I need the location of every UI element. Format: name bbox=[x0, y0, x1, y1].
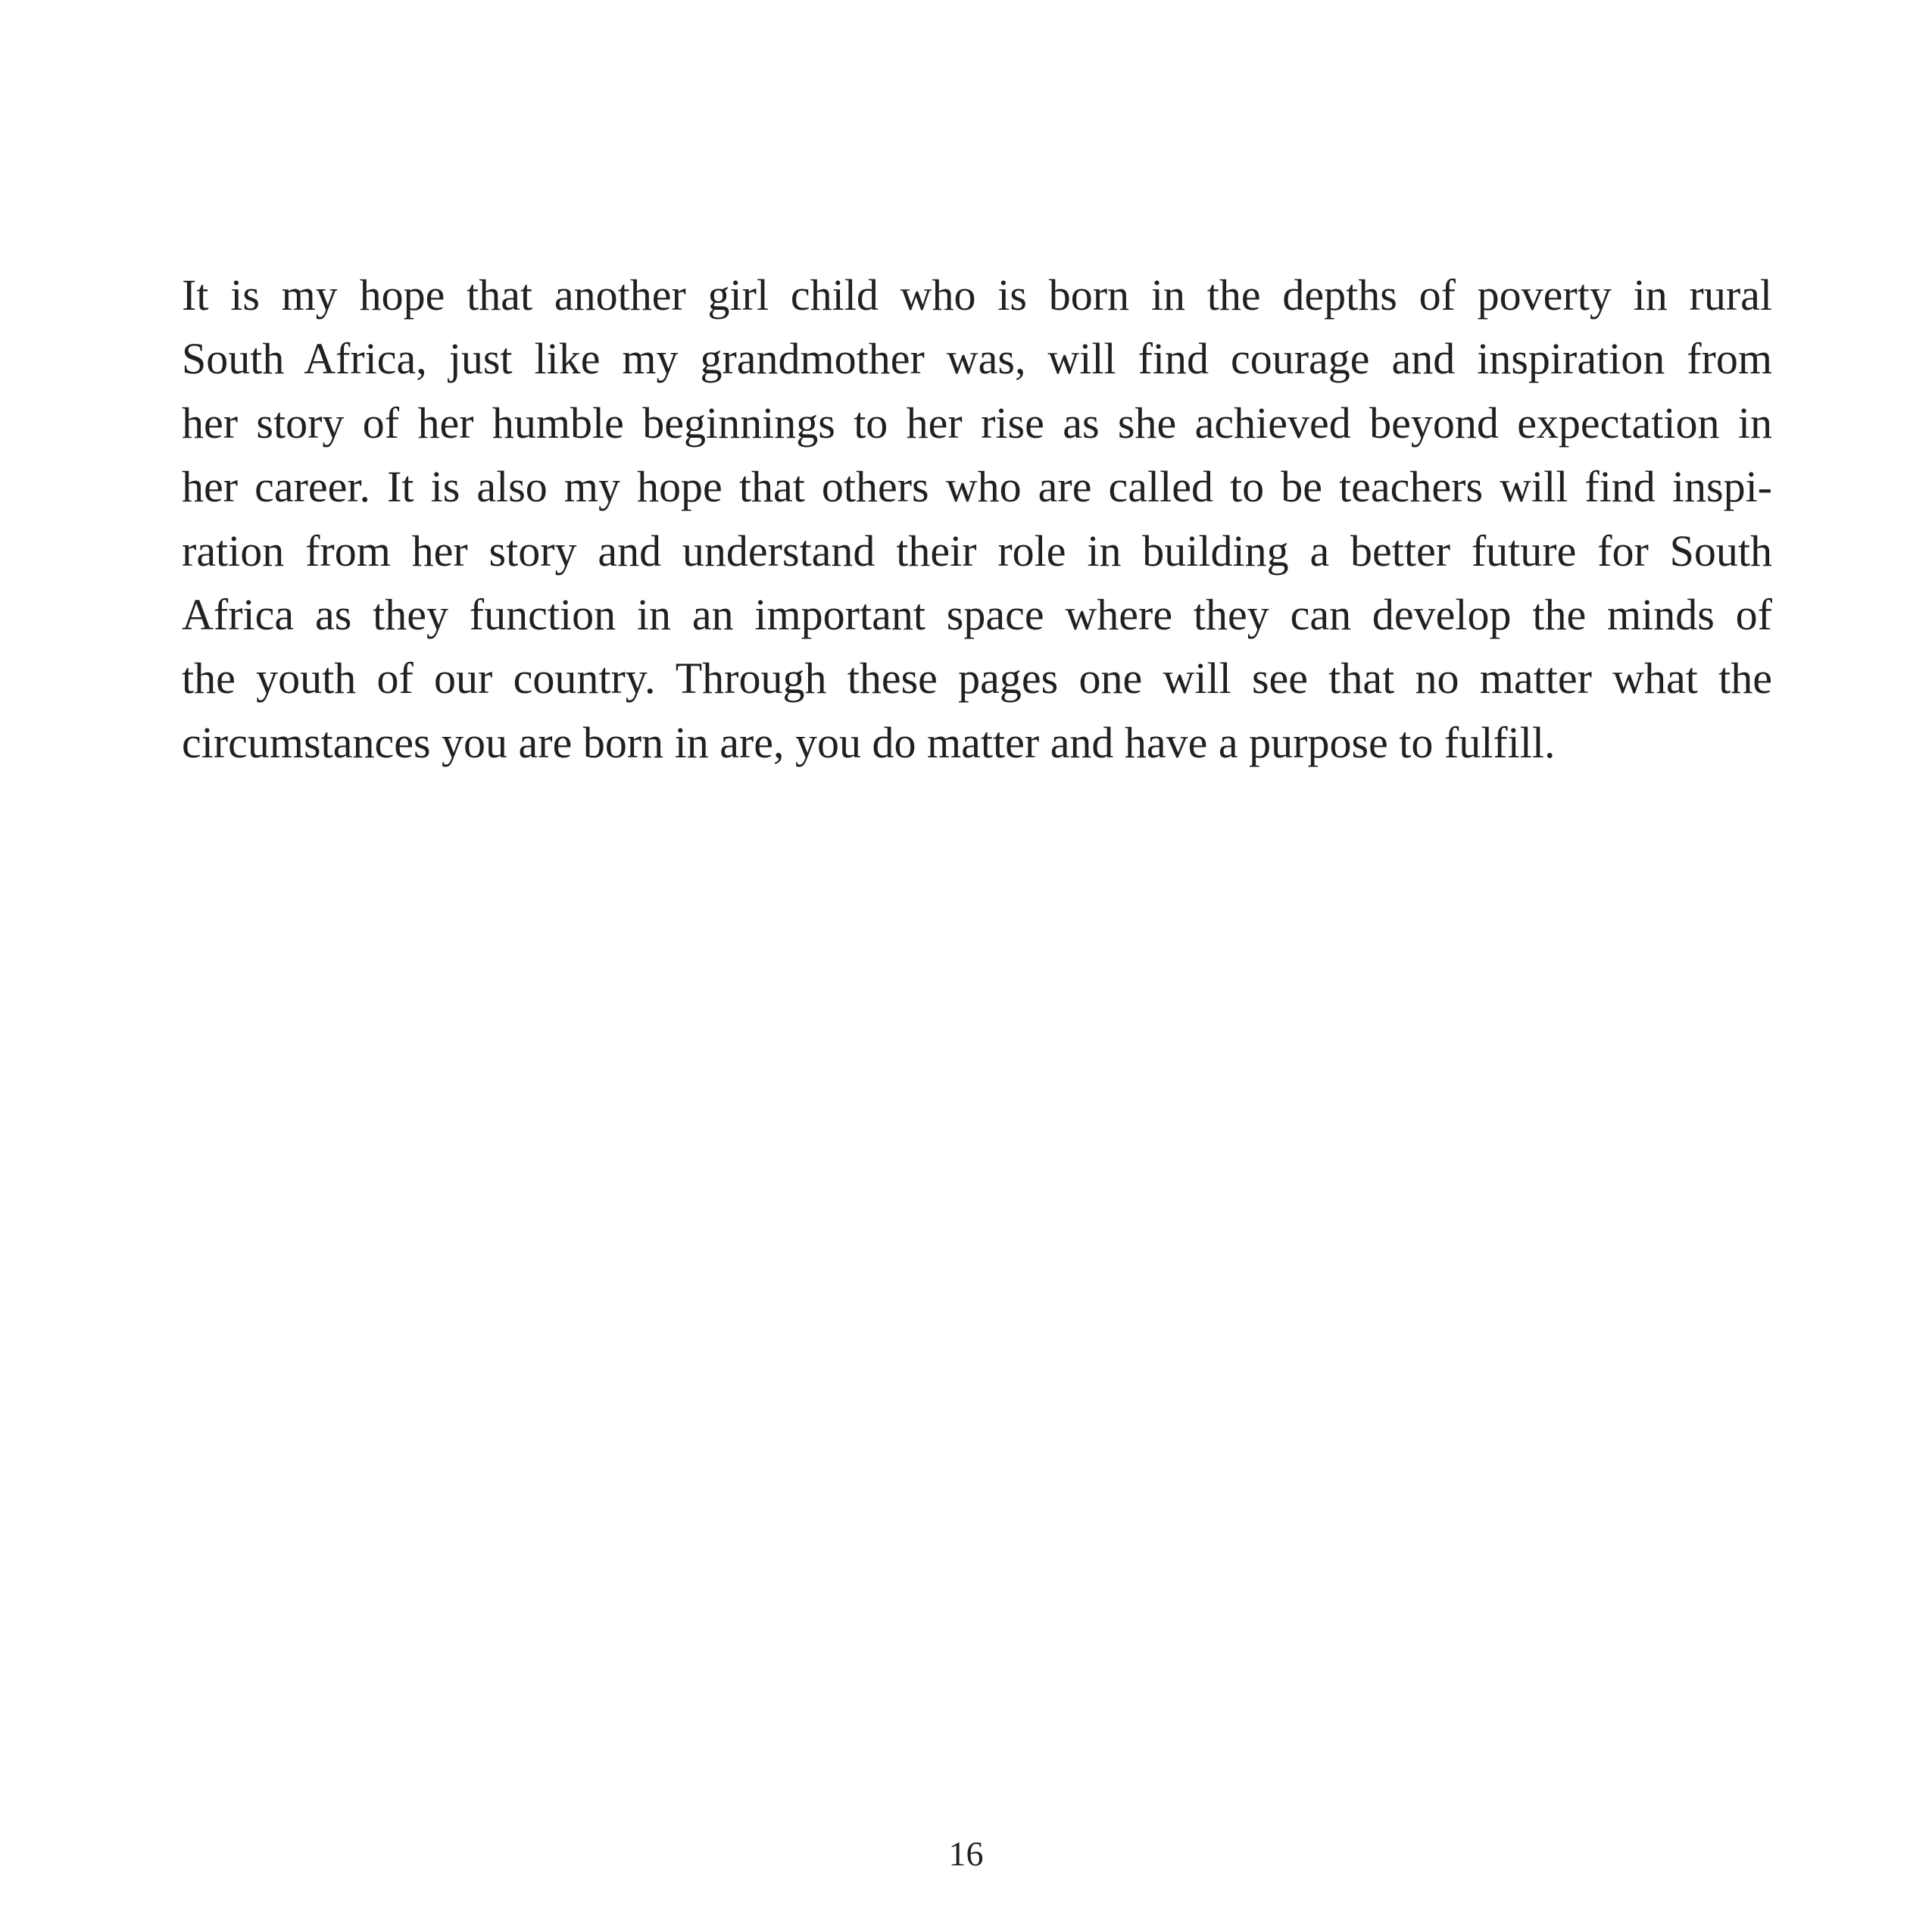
paragraph-line: Africa as they function in an important space where they can develop the minds of bbox=[182, 589, 1772, 639]
paragraph-line: her career. It is also my hope that others who are called to be teachers will find inspi- bbox=[182, 462, 1772, 512]
paragraph-line: It is my hope that another girl child who is born in the depths of poverty in rural bbox=[182, 270, 1772, 320]
paragraph-line: circumstances you are born in are, you do matter and have a purpose to fulfill. bbox=[182, 717, 1556, 767]
paragraph-line: ration from her story and understand their role in building a better future for South bbox=[182, 526, 1772, 576]
paragraph-line: South Africa, just like my grandmother was, will find courage and inspiration from bbox=[182, 334, 1772, 384]
body-paragraph bbox=[182, 264, 1772, 775]
paragraph-line: her story of her humble beginnings to her rise as she achieved beyond expectation in bbox=[182, 398, 1772, 448]
paragraph-line: the youth of our country. Through these pages one will see that no matter what the bbox=[182, 654, 1772, 704]
page-number: 16 bbox=[948, 1834, 984, 1873]
